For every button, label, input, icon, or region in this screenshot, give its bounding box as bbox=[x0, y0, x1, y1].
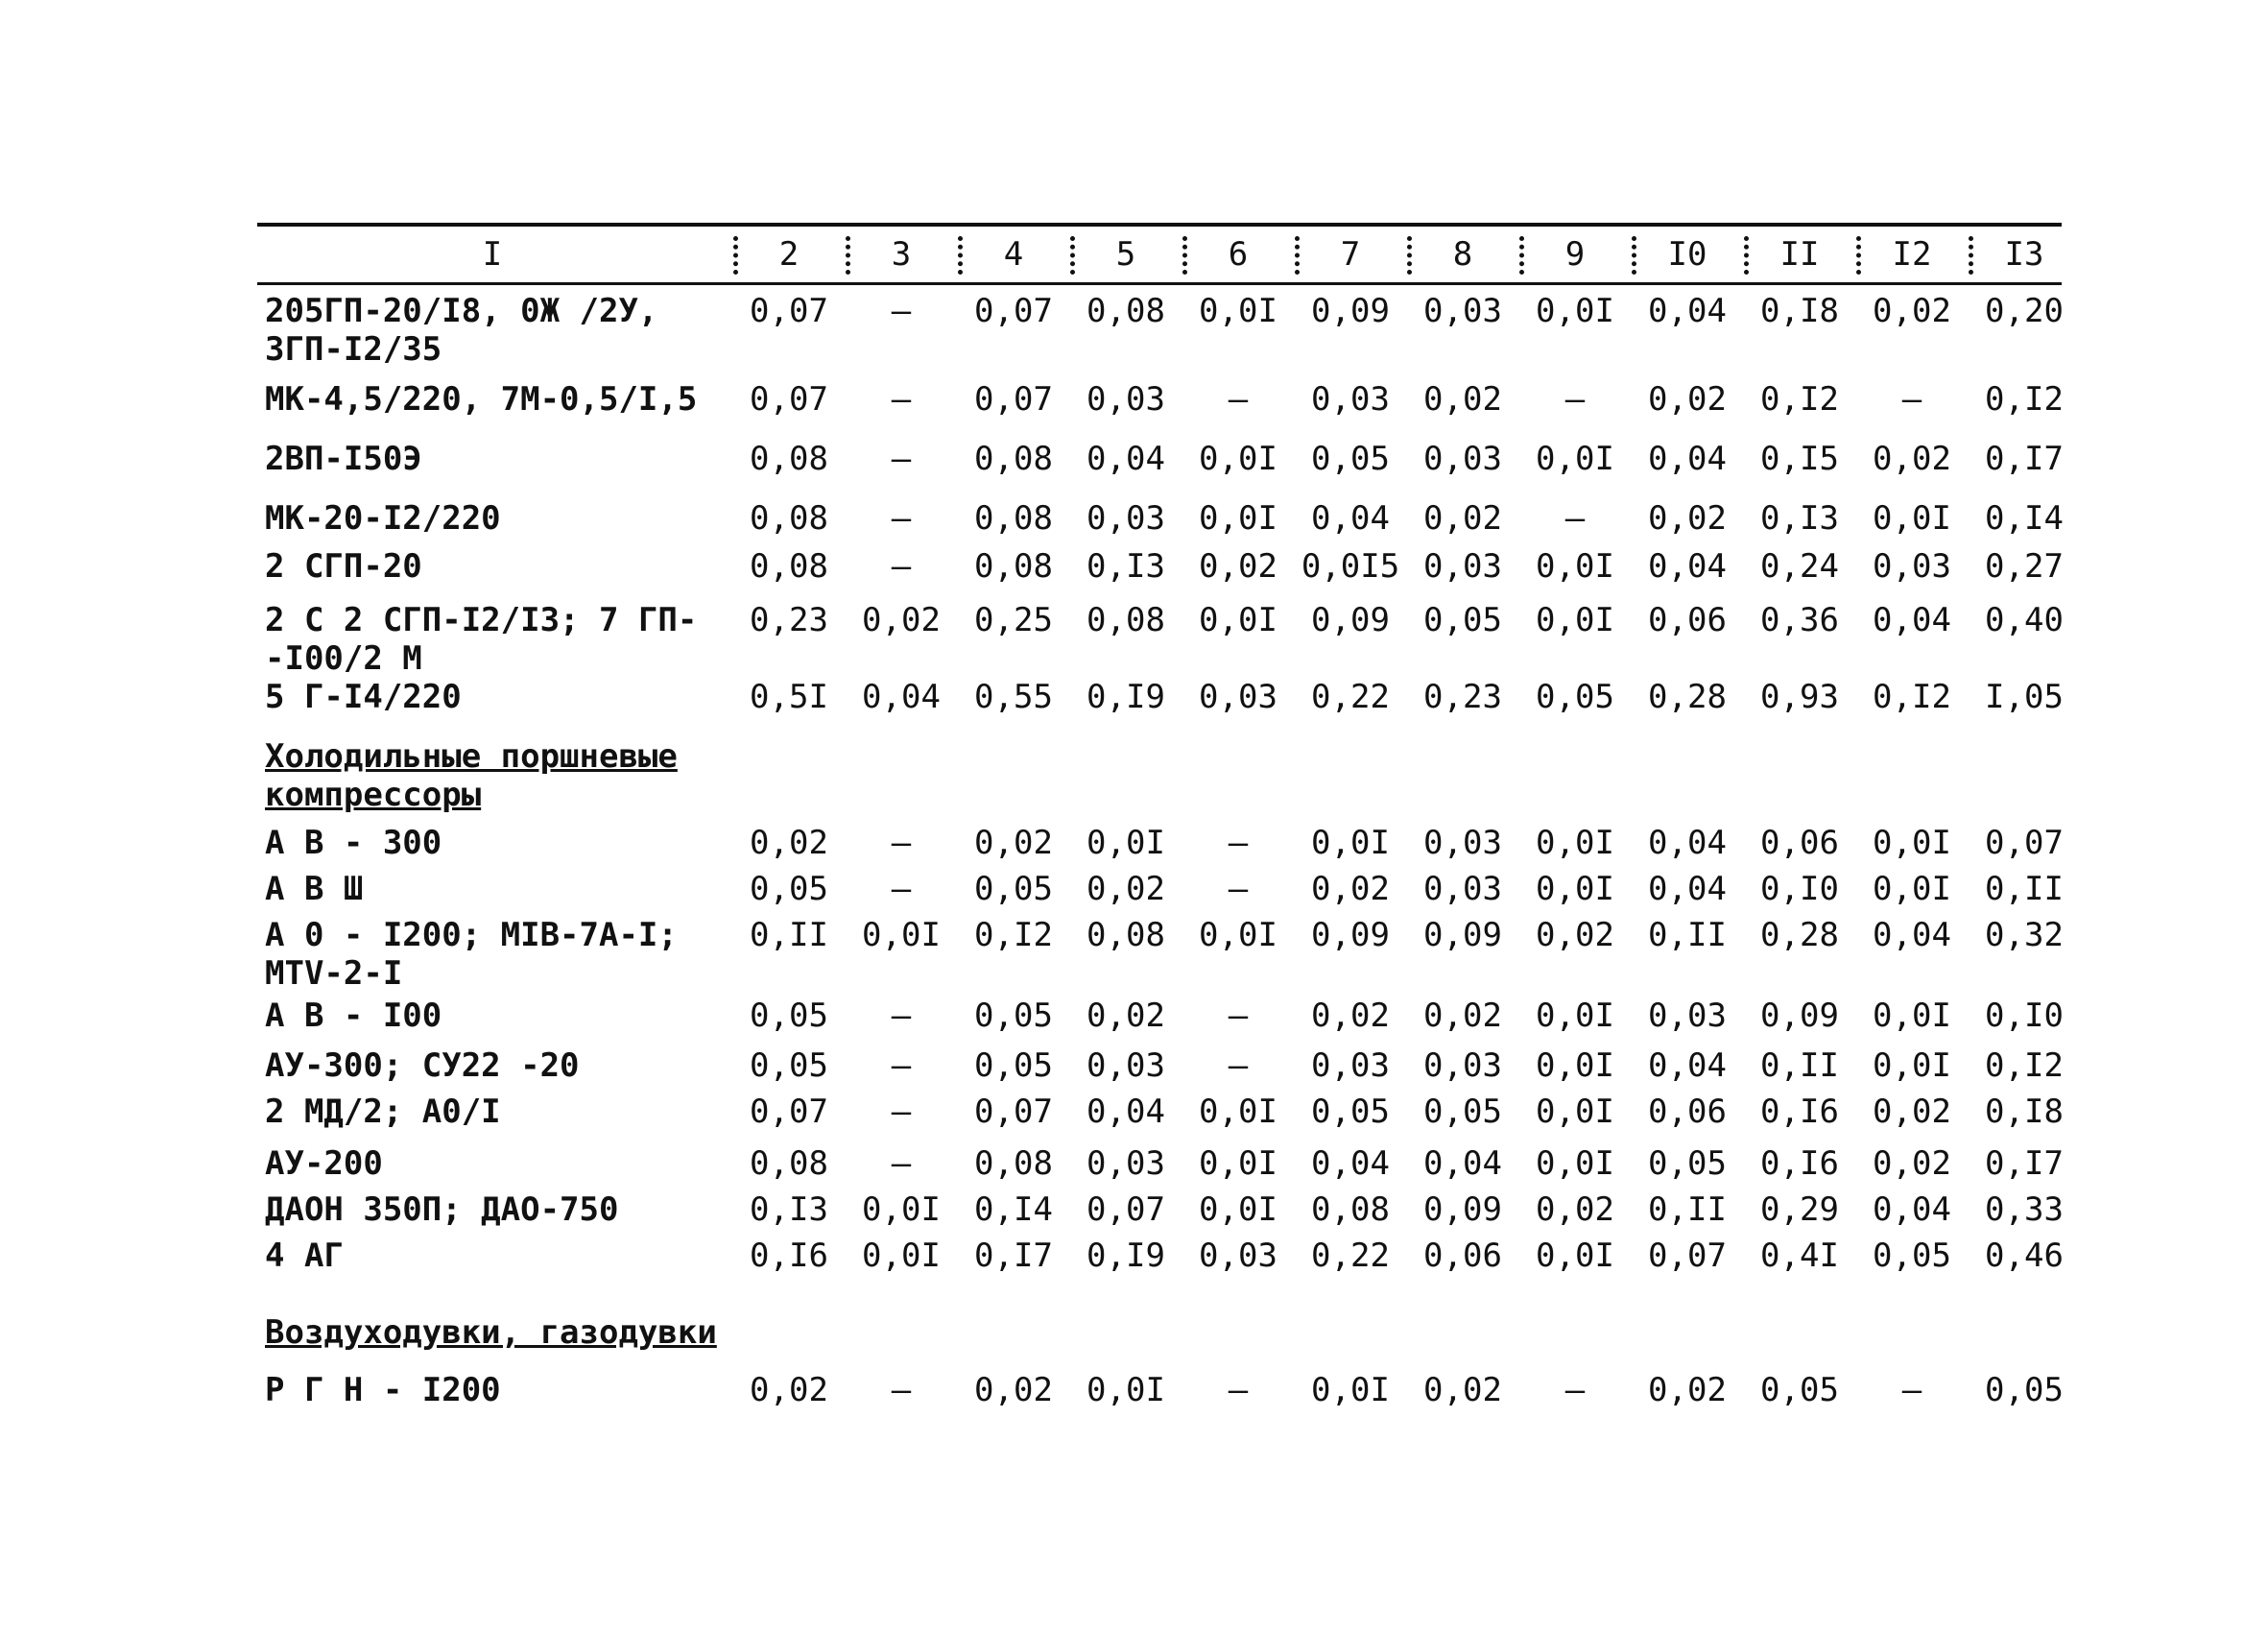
cell-col-10: 0,05 bbox=[1648, 1144, 1727, 1183]
cell-col-3: 0,0I bbox=[862, 1190, 941, 1229]
cell-col-5: 0,I9 bbox=[1086, 1237, 1165, 1275]
cell-col-7: 0,08 bbox=[1311, 1190, 1390, 1229]
col-header-5: 5 bbox=[1070, 230, 1182, 278]
cell-col-6: 0,02 bbox=[1199, 547, 1277, 586]
cell-col-10: 0,II bbox=[1648, 1190, 1727, 1229]
row-label: 2ВП-I50Э bbox=[265, 440, 422, 478]
cell-col-4: 0,07 bbox=[974, 380, 1053, 419]
cell-col-7: 0,09 bbox=[1311, 916, 1390, 954]
cell-col-7: 0,0I5 bbox=[1301, 547, 1400, 586]
cell-col-8: 0,05 bbox=[1423, 1093, 1502, 1131]
cell-col-9: 0,02 bbox=[1536, 1190, 1614, 1229]
cell-col-2: 0,07 bbox=[750, 292, 828, 330]
cell-col-4: 0,08 bbox=[974, 499, 1053, 538]
cell-col-6: 0,0I bbox=[1199, 601, 1277, 639]
cell-col-2: 0,08 bbox=[750, 499, 828, 538]
cell-col-4: 0,I2 bbox=[974, 916, 1053, 954]
col-header-10: I0 bbox=[1632, 230, 1743, 278]
cell-col-6: 0,0I bbox=[1199, 1093, 1277, 1131]
cell-col-2: 0,05 bbox=[750, 870, 828, 908]
cell-col-12: 0,05 bbox=[1873, 1237, 1951, 1275]
cell-col-2: 0,I6 bbox=[750, 1237, 828, 1275]
col-header-7: 7 bbox=[1295, 230, 1406, 278]
row-label: А В - I00 bbox=[265, 997, 442, 1035]
cell-col-8: 0,02 bbox=[1423, 499, 1502, 538]
cell-col-11: 0,I0 bbox=[1760, 870, 1839, 908]
cell-col-5: 0,02 bbox=[1086, 870, 1165, 908]
cell-col-5: 0,07 bbox=[1086, 1190, 1165, 1229]
cell-col-3: – bbox=[891, 547, 912, 586]
cell-col-3: – bbox=[891, 1046, 912, 1085]
cell-col-11: 0,4I bbox=[1760, 1237, 1839, 1275]
cell-col-10: 0,03 bbox=[1648, 997, 1727, 1035]
cell-col-12: 0,0I bbox=[1873, 997, 1951, 1035]
cell-col-6: 0,0I bbox=[1199, 440, 1277, 478]
cell-col-3: – bbox=[891, 499, 912, 538]
cell-col-10: 0,04 bbox=[1648, 824, 1727, 862]
cell-col-2: 0,23 bbox=[750, 601, 828, 639]
cell-col-3: – bbox=[891, 440, 912, 478]
cell-col-7: 0,22 bbox=[1311, 1237, 1390, 1275]
cell-col-13: 0,I2 bbox=[1985, 1046, 2064, 1085]
cell-col-11: 0,29 bbox=[1760, 1190, 1839, 1229]
cell-col-8: 0,03 bbox=[1423, 440, 1502, 478]
cell-col-2: 0,08 bbox=[750, 440, 828, 478]
cell-col-8: 0,02 bbox=[1423, 380, 1502, 419]
col-header-9: 9 bbox=[1519, 230, 1631, 278]
table-header-rule bbox=[257, 282, 2062, 285]
cell-col-7: 0,02 bbox=[1311, 870, 1390, 908]
cell-col-10: 0,28 bbox=[1648, 678, 1727, 716]
col-header-4: 4 bbox=[958, 230, 1069, 278]
col-header-1: I bbox=[482, 235, 503, 274]
cell-col-4: 0,07 bbox=[974, 292, 1053, 330]
cell-col-6: – bbox=[1228, 1371, 1249, 1409]
cell-col-13: 0,33 bbox=[1985, 1190, 2064, 1229]
col-header-12: I2 bbox=[1856, 230, 1968, 278]
cell-col-3: – bbox=[891, 292, 912, 330]
cell-col-4: 0,07 bbox=[974, 1093, 1053, 1131]
cell-col-8: 0,05 bbox=[1423, 601, 1502, 639]
row-label: А В - 300 bbox=[265, 824, 442, 862]
col-header-13: I3 bbox=[1969, 230, 2080, 278]
cell-col-8: 0,02 bbox=[1423, 1371, 1502, 1409]
cell-col-10: 0,02 bbox=[1648, 380, 1727, 419]
cell-col-5: 0,08 bbox=[1086, 601, 1165, 639]
cell-col-4: 0,05 bbox=[974, 997, 1053, 1035]
cell-col-10: 0,06 bbox=[1648, 601, 1727, 639]
cell-col-10: 0,07 bbox=[1648, 1237, 1727, 1275]
cell-col-6: – bbox=[1228, 1046, 1249, 1085]
cell-col-5: 0,03 bbox=[1086, 1046, 1165, 1085]
cell-col-13: 0,32 bbox=[1985, 916, 2064, 954]
cell-col-11: 0,24 bbox=[1760, 547, 1839, 586]
cell-col-12: 0,02 bbox=[1873, 440, 1951, 478]
cell-col-3: – bbox=[891, 1093, 912, 1131]
cell-col-11: 0,I6 bbox=[1760, 1144, 1839, 1183]
cell-col-6: 0,0I bbox=[1199, 499, 1277, 538]
cell-col-9: 0,0I bbox=[1536, 1237, 1614, 1275]
cell-col-7: 0,0I bbox=[1311, 1371, 1390, 1409]
cell-col-6: 0,03 bbox=[1199, 678, 1277, 716]
cell-col-9: 0,0I bbox=[1536, 601, 1614, 639]
cell-col-5: 0,08 bbox=[1086, 292, 1165, 330]
cell-col-13: 0,20 bbox=[1985, 292, 2064, 330]
row-label: 4 АГ bbox=[265, 1237, 344, 1275]
cell-col-9: – bbox=[1564, 380, 1586, 419]
cell-col-9: 0,0I bbox=[1536, 1046, 1614, 1085]
cell-col-6: 0,0I bbox=[1199, 292, 1277, 330]
cell-col-10: 0,06 bbox=[1648, 1093, 1727, 1131]
cell-col-11: 0,I3 bbox=[1760, 499, 1839, 538]
cell-col-2: 0,07 bbox=[750, 380, 828, 419]
cell-col-13: 0,27 bbox=[1985, 547, 2064, 586]
cell-col-4: 0,I4 bbox=[974, 1190, 1053, 1229]
row-label: АУ-200 bbox=[265, 1144, 383, 1183]
cell-col-5: 0,03 bbox=[1086, 499, 1165, 538]
cell-col-7: 0,09 bbox=[1311, 292, 1390, 330]
cell-col-4: 0,02 bbox=[974, 1371, 1053, 1409]
cell-col-13: 0,I0 bbox=[1985, 997, 2064, 1035]
cell-col-6: – bbox=[1228, 824, 1249, 862]
cell-col-11: 0,93 bbox=[1760, 678, 1839, 716]
table-top-rule bbox=[257, 223, 2062, 227]
cell-col-11: 0,I5 bbox=[1760, 440, 1839, 478]
section-heading-blowers: Воздуходувки, газодувки bbox=[265, 1313, 717, 1352]
cell-col-7: 0,09 bbox=[1311, 601, 1390, 639]
cell-col-3: 0,02 bbox=[862, 601, 941, 639]
cell-col-9: 0,0I bbox=[1536, 440, 1614, 478]
cell-col-5: 0,04 bbox=[1086, 1093, 1165, 1131]
cell-col-8: 0,09 bbox=[1423, 1190, 1502, 1229]
cell-col-9: 0,0I bbox=[1536, 292, 1614, 330]
cell-col-5: 0,03 bbox=[1086, 1144, 1165, 1183]
cell-col-7: 0,03 bbox=[1311, 1046, 1390, 1085]
row-label: Р Г Н - I200 bbox=[265, 1371, 501, 1409]
cell-col-3: 0,0I bbox=[862, 1237, 941, 1275]
cell-col-10: 0,04 bbox=[1648, 292, 1727, 330]
col-header-11: II bbox=[1744, 230, 1855, 278]
cell-col-13: 0,07 bbox=[1985, 824, 2064, 862]
cell-col-13: 0,II bbox=[1985, 870, 2064, 908]
cell-col-8: 0,04 bbox=[1423, 1144, 1502, 1183]
cell-col-9: 0,0I bbox=[1536, 997, 1614, 1035]
cell-col-9: 0,02 bbox=[1536, 916, 1614, 954]
cell-col-4: 0,05 bbox=[974, 1046, 1053, 1085]
cell-col-11: 0,I2 bbox=[1760, 380, 1839, 419]
cell-col-13: 0,I7 bbox=[1985, 1144, 2064, 1183]
cell-col-9: – bbox=[1564, 499, 1586, 538]
cell-col-6: – bbox=[1228, 380, 1249, 419]
row-label: МК-20-I2/220 bbox=[265, 499, 501, 538]
cell-col-5: 0,I3 bbox=[1086, 547, 1165, 586]
cell-col-7: 0,04 bbox=[1311, 499, 1390, 538]
row-label: А В Ш bbox=[265, 870, 364, 908]
cell-col-3: 0,0I bbox=[862, 916, 941, 954]
cell-col-12: – bbox=[1901, 380, 1922, 419]
cell-col-10: 0,04 bbox=[1648, 1046, 1727, 1085]
cell-col-3: – bbox=[891, 824, 912, 862]
cell-col-13: 0,I2 bbox=[1985, 380, 2064, 419]
cell-col-10: 0,02 bbox=[1648, 1371, 1727, 1409]
cell-col-11: 0,I6 bbox=[1760, 1093, 1839, 1131]
row-label: ДАОН 350П; ДАО-750 bbox=[265, 1190, 619, 1229]
cell-col-5: 0,03 bbox=[1086, 380, 1165, 419]
cell-col-4: 0,I7 bbox=[974, 1237, 1053, 1275]
cell-col-7: 0,22 bbox=[1311, 678, 1390, 716]
cell-col-12: 0,04 bbox=[1873, 916, 1951, 954]
row-label: 205ГП-20/I8, 0Ж /2У, 3ГП-I2/35 bbox=[265, 292, 658, 369]
cell-col-11: 0,05 bbox=[1760, 1371, 1839, 1409]
cell-col-9: 0,0I bbox=[1536, 1144, 1614, 1183]
col-header-3: 3 bbox=[846, 230, 957, 278]
cell-col-5: 0,08 bbox=[1086, 916, 1165, 954]
cell-col-11: 0,28 bbox=[1760, 916, 1839, 954]
cell-col-7: 0,05 bbox=[1311, 1093, 1390, 1131]
cell-col-3: – bbox=[891, 380, 912, 419]
cell-col-12: 0,0I bbox=[1873, 824, 1951, 862]
cell-col-11: 0,II bbox=[1760, 1046, 1839, 1085]
cell-col-7: 0,05 bbox=[1311, 440, 1390, 478]
col-header-6: 6 bbox=[1182, 230, 1294, 278]
cell-col-8: 0,03 bbox=[1423, 870, 1502, 908]
cell-col-8: 0,03 bbox=[1423, 292, 1502, 330]
cell-col-9: 0,0I bbox=[1536, 547, 1614, 586]
cell-col-6: – bbox=[1228, 997, 1249, 1035]
row-label: МК-4,5/220, 7М-0,5/I,5 bbox=[265, 380, 698, 419]
cell-col-9: 0,0I bbox=[1536, 824, 1614, 862]
cell-col-8: 0,03 bbox=[1423, 1046, 1502, 1085]
cell-col-2: 0,05 bbox=[750, 1046, 828, 1085]
row-label: А 0 - I200; МIВ-7А-I; МТV-2-I bbox=[265, 916, 678, 993]
col-header-8: 8 bbox=[1407, 230, 1518, 278]
row-label: 2 МД/2; А0/I bbox=[265, 1093, 501, 1131]
row-label: 2 С 2 СГП-I2/I3; 7 ГП- -I00/2 М bbox=[265, 601, 698, 678]
cell-col-2: 0,II bbox=[750, 916, 828, 954]
cell-col-12: 0,03 bbox=[1873, 547, 1951, 586]
cell-col-2: 0,02 bbox=[750, 1371, 828, 1409]
cell-col-12: 0,02 bbox=[1873, 1093, 1951, 1131]
cell-col-3: – bbox=[891, 1371, 912, 1409]
cell-col-3: 0,04 bbox=[862, 678, 941, 716]
cell-col-9: 0,0I bbox=[1536, 1093, 1614, 1131]
cell-col-2: 0,5I bbox=[750, 678, 828, 716]
cell-col-8: 0,09 bbox=[1423, 916, 1502, 954]
row-label: 5 Г-I4/220 bbox=[265, 678, 462, 716]
cell-col-10: 0,II bbox=[1648, 916, 1727, 954]
cell-col-5: 0,0I bbox=[1086, 824, 1165, 862]
cell-col-11: 0,06 bbox=[1760, 824, 1839, 862]
cell-col-13: 0,I7 bbox=[1985, 440, 2064, 478]
cell-col-5: 0,04 bbox=[1086, 440, 1165, 478]
cell-col-3: – bbox=[891, 1144, 912, 1183]
cell-col-4: 0,08 bbox=[974, 440, 1053, 478]
cell-col-7: 0,0I bbox=[1311, 824, 1390, 862]
cell-col-12: 0,04 bbox=[1873, 601, 1951, 639]
cell-col-7: 0,03 bbox=[1311, 380, 1390, 419]
cell-col-2: 0,07 bbox=[750, 1093, 828, 1131]
cell-col-8: 0,23 bbox=[1423, 678, 1502, 716]
cell-col-4: 0,25 bbox=[974, 601, 1053, 639]
cell-col-13: I,05 bbox=[1985, 678, 2064, 716]
cell-col-6: 0,0I bbox=[1199, 1190, 1277, 1229]
cell-col-7: 0,04 bbox=[1311, 1144, 1390, 1183]
cell-col-4: 0,05 bbox=[974, 870, 1053, 908]
cell-col-6: 0,0I bbox=[1199, 916, 1277, 954]
cell-col-11: 0,I8 bbox=[1760, 292, 1839, 330]
cell-col-12: 0,02 bbox=[1873, 292, 1951, 330]
section-heading-refrigeration-compressors: Холодильные поршневые компрессоры bbox=[265, 737, 678, 814]
cell-col-2: 0,05 bbox=[750, 997, 828, 1035]
cell-col-12: 0,02 bbox=[1873, 1144, 1951, 1183]
cell-col-6: 0,03 bbox=[1199, 1237, 1277, 1275]
cell-col-11: 0,36 bbox=[1760, 601, 1839, 639]
cell-col-10: 0,04 bbox=[1648, 547, 1727, 586]
cell-col-4: 0,08 bbox=[974, 1144, 1053, 1183]
cell-col-12: 0,I2 bbox=[1873, 678, 1951, 716]
cell-col-4: 0,55 bbox=[974, 678, 1053, 716]
cell-col-13: 0,I4 bbox=[1985, 499, 2064, 538]
cell-col-8: 0,03 bbox=[1423, 824, 1502, 862]
cell-col-2: 0,08 bbox=[750, 1144, 828, 1183]
cell-col-9: – bbox=[1564, 1371, 1586, 1409]
col-header-2: 2 bbox=[733, 230, 845, 278]
cell-col-8: 0,02 bbox=[1423, 997, 1502, 1035]
cell-col-8: 0,03 bbox=[1423, 547, 1502, 586]
cell-col-12: 0,0I bbox=[1873, 1046, 1951, 1085]
cell-col-13: 0,05 bbox=[1985, 1371, 2064, 1409]
cell-col-9: 0,05 bbox=[1536, 678, 1614, 716]
cell-col-4: 0,02 bbox=[974, 824, 1053, 862]
cell-col-13: 0,40 bbox=[1985, 601, 2064, 639]
cell-col-10: 0,04 bbox=[1648, 440, 1727, 478]
cell-col-7: 0,02 bbox=[1311, 997, 1390, 1035]
cell-col-12: 0,04 bbox=[1873, 1190, 1951, 1229]
cell-col-12: 0,0I bbox=[1873, 870, 1951, 908]
cell-col-13: 0,I8 bbox=[1985, 1093, 2064, 1131]
cell-col-8: 0,06 bbox=[1423, 1237, 1502, 1275]
cell-col-11: 0,09 bbox=[1760, 997, 1839, 1035]
cell-col-5: 0,02 bbox=[1086, 997, 1165, 1035]
cell-col-4: 0,08 bbox=[974, 547, 1053, 586]
cell-col-3: – bbox=[891, 997, 912, 1035]
cell-col-9: 0,0I bbox=[1536, 870, 1614, 908]
cell-col-12: 0,0I bbox=[1873, 499, 1951, 538]
cell-col-2: 0,08 bbox=[750, 547, 828, 586]
cell-col-2: 0,02 bbox=[750, 824, 828, 862]
cell-col-5: 0,I9 bbox=[1086, 678, 1165, 716]
cell-col-6: – bbox=[1228, 870, 1249, 908]
cell-col-12: – bbox=[1901, 1371, 1922, 1409]
row-label: АУ-300; СУ22 -20 bbox=[265, 1046, 580, 1085]
row-label: 2 СГП-20 bbox=[265, 547, 422, 586]
cell-col-10: 0,02 bbox=[1648, 499, 1727, 538]
cell-col-13: 0,46 bbox=[1985, 1237, 2064, 1275]
cell-col-6: 0,0I bbox=[1199, 1144, 1277, 1183]
cell-col-5: 0,0I bbox=[1086, 1371, 1165, 1409]
cell-col-10: 0,04 bbox=[1648, 870, 1727, 908]
cell-col-2: 0,I3 bbox=[750, 1190, 828, 1229]
cell-col-3: – bbox=[891, 870, 912, 908]
